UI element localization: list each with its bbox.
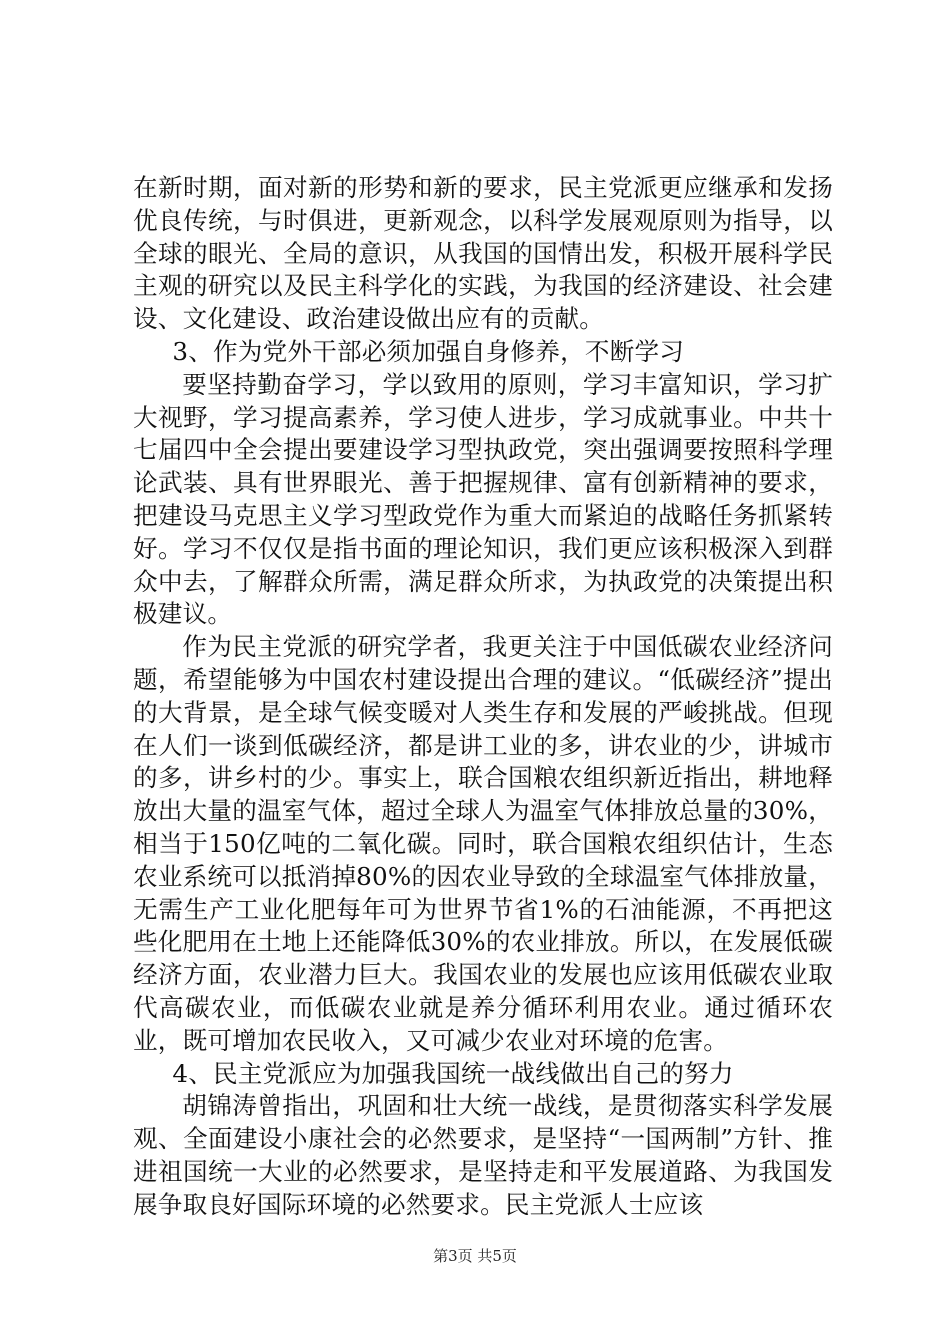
paragraph-united-front: 胡锦涛曾指出，巩固和壮大统一战线，是贯彻落实科学发展观、全面建设小康社会的必然要求，是坚持“一国两制”方针、推进祖国统一大业的必然要求，是坚持走和平发展道路、为我国发展争取良好国际环境的必然要求。民主党派人士应该 bbox=[133, 1091, 833, 1219]
paragraph-continuation: 在新时期，面对新的形势和新的要求，民主党派更应继承和发扬优良传统，与时俱进，更新观念，以科学发展观原则为指导，以全球的眼光、全局的意识，从我国的国情出发，积极开展科学民主观的研究以及民主科学化的实践，为我国的经济建设、社会建设、文化建设、政治建设做出应有的贡献。 bbox=[133, 173, 833, 334]
section-heading-4: 4、民主党派应为加强我国统一战线做出自己的努力 bbox=[172, 1058, 734, 1088]
section-heading-3: 3、作为党外干部必须加强自身修养，不断学习 bbox=[172, 336, 685, 366]
paragraph-study: 要坚持勤奋学习，学以致用的原则，学习丰富知识，学习扩大视野，学习提高素养，学习使人进步，学习成就事业。中共十七届四中全会提出要建设学习型执政党，突出强调要按照科学理论武装、具有世界眼光、善于把握规律、富有创新精神的要求，把建设马克思主义学习型政党作为重大而紧迫的战略任务抓紧转好。学习不仅仅是指书面的理论知识，我们更应该积极深入到群众中去，了解群众所需，满足群众所求，为执政党的决策提出积极建议。 bbox=[133, 369, 833, 629]
page-footer: 第3页 共5页 bbox=[433, 1247, 517, 1265]
paragraph-low-carbon: 作为民主党派的研究学者，我更关注于中国低碳农业经济问题，希望能够为中国农村建设提出合理的建议。“低碳经济”提出的大背景，是全球气候变暖对人类生存和发展的严峻挑战。但现在人们一谈到低碳经济，都是讲工业的多，讲农业的少，讲城市的多，讲乡村的少。事实上，联合国粮农组织新近指出，耕地释放出大量的温室气体，超过全球人为温室气体排放总量的30%，相当于150亿吨的二氧化碳。同时，联合国粮农组织估计，生态农业系统可以抵消掉80%的因农业导致的全球温室气体排放量，无需生产工业化肥每年可为世界节省1%的石油能源，不再把这些化肥用在土地上还能降低30%的农业排放。所以，在发展低碳经济方面，农业潜力巨大。我国农业的发展也应该用低碳农业取代高碳农业，而低碳农业就是养分循环利用农业。通过循环农业，既可增加农民收入，又可减少农业对环境的危害。 bbox=[133, 632, 833, 1055]
document-body bbox=[133, 172, 833, 1222]
